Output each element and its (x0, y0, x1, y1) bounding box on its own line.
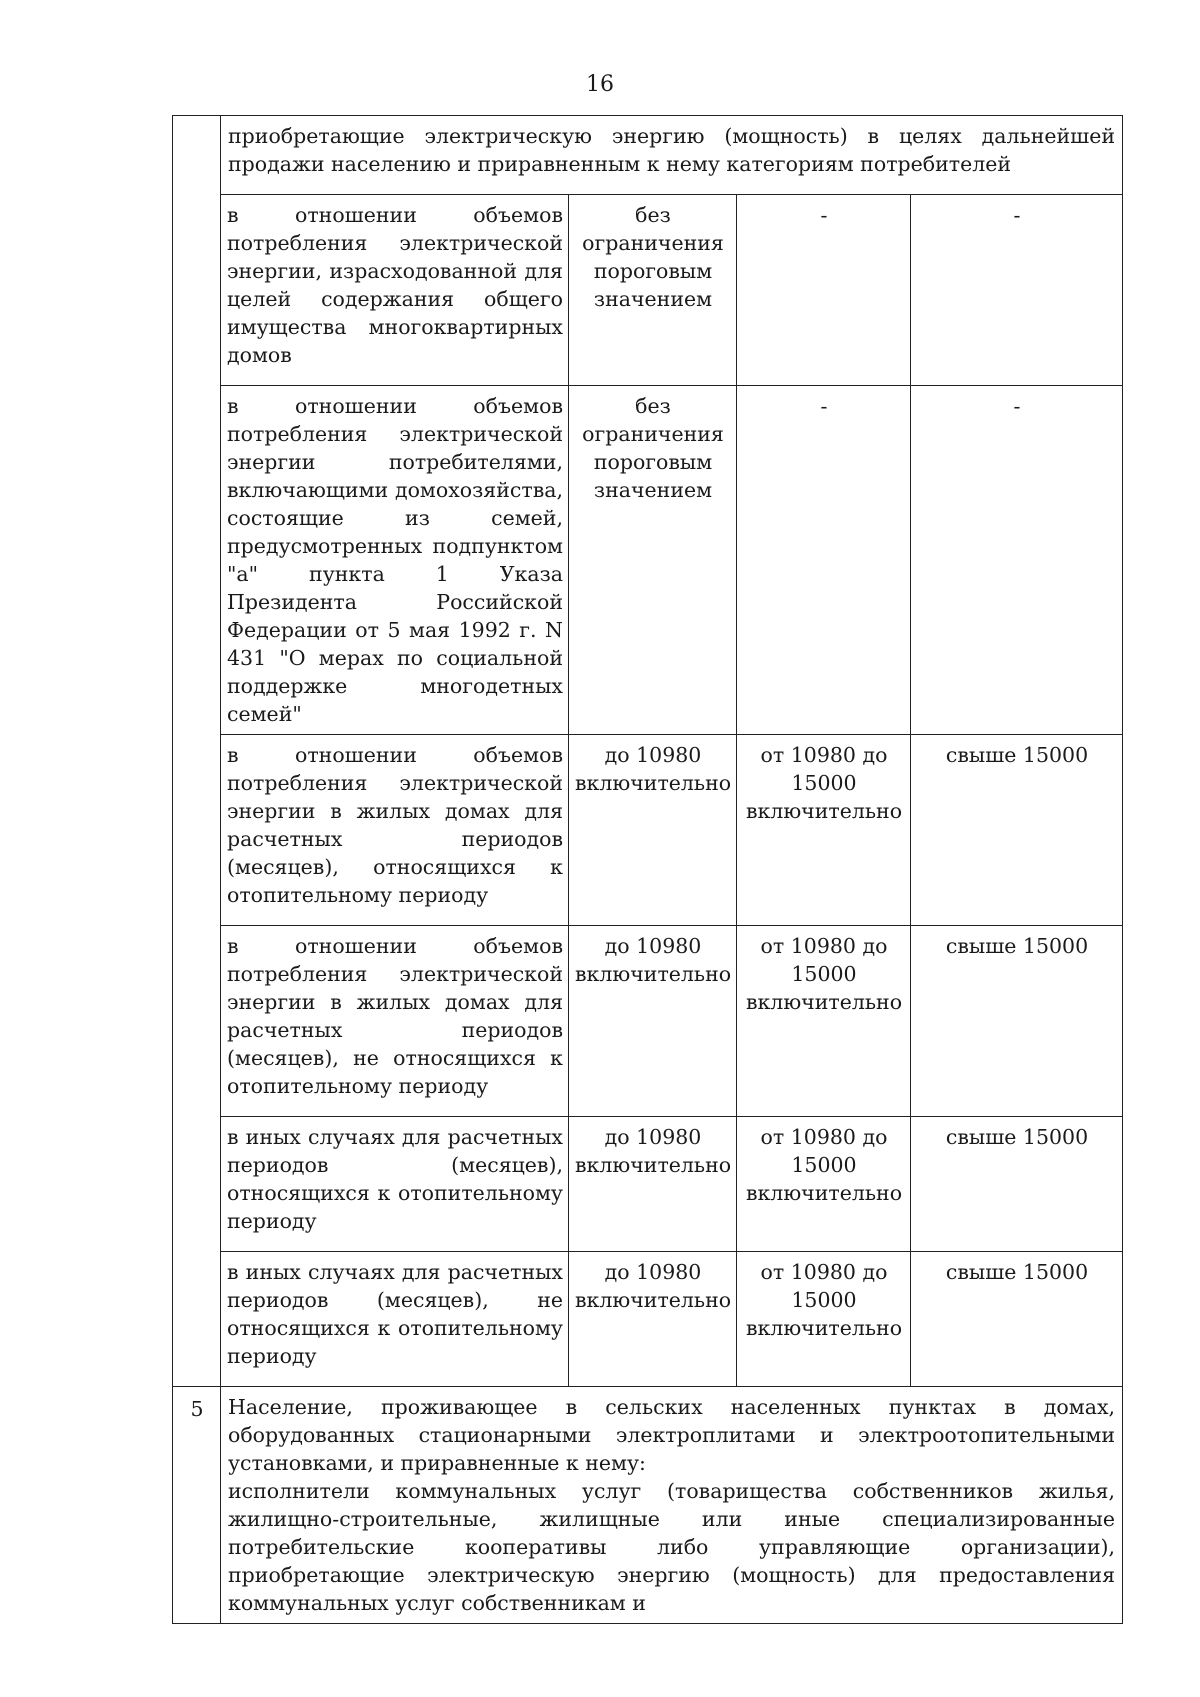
threshold-col1: без ограничения пороговым значением (569, 195, 737, 386)
threshold-col3: свыше 15000 (911, 1117, 1123, 1252)
consumer-category-text: приобретающие электрическую энергию (мощность) в целях дальнейшей продажи населению и приравненным к нему категориям потребителей (221, 116, 1123, 195)
threshold-col2: от 10980 до 15000 включительно (737, 926, 911, 1117)
threshold-col2: от 10980 до 15000 включительно (737, 1117, 911, 1252)
row-number-cell-empty (173, 116, 221, 1387)
row-description: в иных случаях для расчетных периодов (месяцев), относящихся к отопительному периоду (221, 1117, 569, 1252)
threshold-col1: до 10980 включительно (569, 1252, 737, 1387)
table-row (173, 735, 1123, 926)
row-description: в отношении объемов потребления электрической энергии, израсходованной для целей содержания общего имущества многоквартирных домов (221, 195, 569, 386)
row-description: в отношении объемов потребления электрической энергии в жилых домах для расчетных периодов (месяцев), не относящихся к отопительному периоду (221, 926, 569, 1117)
table-row-section-5 (173, 1387, 1123, 1624)
threshold-col1: без ограничения пороговым значением (569, 386, 737, 735)
table-row (173, 1252, 1123, 1387)
threshold-col1: до 10980 включительно (569, 926, 737, 1117)
tariff-table (172, 115, 1123, 1624)
threshold-col3: свыше 15000 (911, 926, 1123, 1117)
threshold-col2: - (737, 386, 911, 735)
threshold-col3: - (911, 195, 1123, 386)
row-description: в отношении объемов потребления электрической энергии потребителями, включающими домохозяйства, состоящие из семей, предусмотренных подпунктом "а" пункта 1 Указа Президента Российской Федерации от 5 мая 1992 г. N 431 "О мерах по социальной поддержке многодетных семей" (221, 386, 569, 735)
row-number: 5 (173, 1387, 221, 1624)
table-row (173, 1117, 1123, 1252)
table-row (173, 195, 1123, 386)
threshold-col2: - (737, 195, 911, 386)
table-row-top-text (173, 116, 1123, 195)
threshold-col3: свыше 15000 (911, 1252, 1123, 1387)
row-description: в отношении объемов потребления электрической энергии в жилых домах для расчетных периодов (месяцев), относящихся к отопительному периоду (221, 735, 569, 926)
threshold-col2: от 10980 до 15000 включительно (737, 735, 911, 926)
threshold-col3: свыше 15000 (911, 735, 1123, 926)
row-description: в иных случаях для расчетных периодов (месяцев), не относящихся к отопительному периоду (221, 1252, 569, 1387)
section-5-text (221, 1387, 1123, 1624)
threshold-col1: до 10980 включительно (569, 735, 737, 926)
section-5-paragraph-2: исполнители коммунальных услуг (товарищества собственников жилья, жилищно-строительные, жилищные или иные специализированные потребительские кооперативы либо управляющие организации), приобретающие электрическую энергию (мощность) для предоставления коммунальных услуг собственникам и (228, 1479, 1116, 1615)
table-row (173, 926, 1123, 1117)
threshold-col1: до 10980 включительно (569, 1117, 737, 1252)
section-5-paragraph-1: Население, проживающее в сельских населенных пунктах в домах, оборудованных стационарными электроплитами и электроотопительными установками, и приравненные к нему: (228, 1395, 1116, 1475)
page-number: 16 (586, 72, 614, 97)
threshold-col2: от 10980 до 15000 включительно (737, 1252, 911, 1387)
threshold-col3: - (911, 386, 1123, 735)
table-row (173, 386, 1123, 735)
